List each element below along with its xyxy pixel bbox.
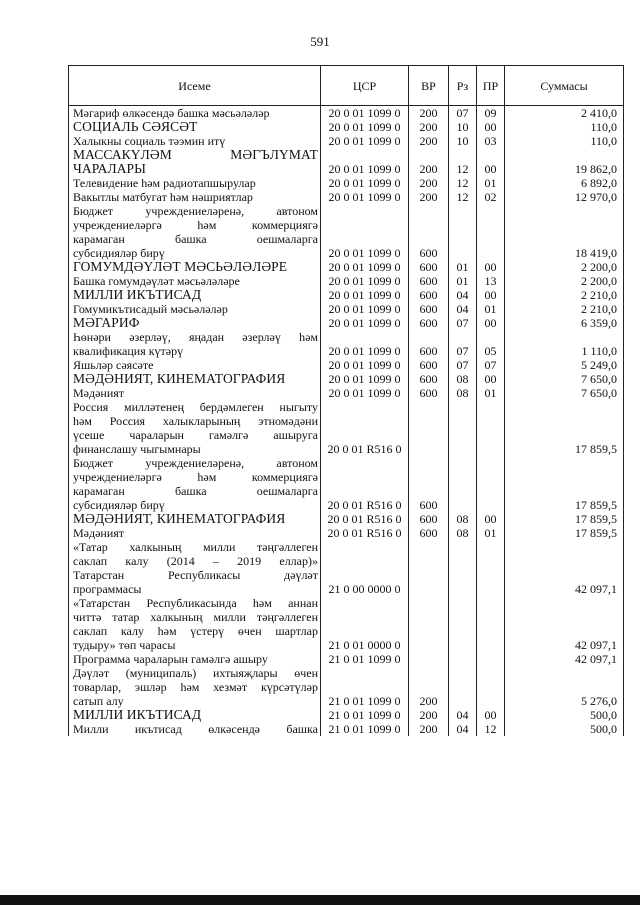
table-row — [69, 652, 624, 666]
cell-csr: 20 0 01 1099 0 — [321, 204, 409, 260]
cell-csr: 20 0 01 1099 0 — [321, 330, 409, 358]
cell-rz: 10 — [449, 134, 477, 148]
cell-csr: 21 0 01 1099 0 — [321, 666, 409, 708]
table-row — [69, 148, 624, 176]
cell-vr: 600 — [409, 526, 449, 540]
cell-rz: 08 — [449, 372, 477, 386]
cell-csr: 20 0 01 1099 0 — [321, 386, 409, 400]
cell-sum: 2 210,0 — [505, 288, 624, 302]
header-sum: Суммасы — [505, 66, 624, 106]
cell-sum: 6 892,0 — [505, 176, 624, 190]
cell-name-line: Мәгариф өлкәсендә башка мәсьәләләр — [73, 106, 270, 120]
cell-name — [69, 526, 321, 540]
table-row — [69, 176, 624, 190]
cell-pr — [477, 204, 505, 260]
cell-rz: 04 — [449, 288, 477, 302]
table-row — [69, 596, 624, 652]
table-row — [69, 302, 624, 316]
cell-pr — [477, 596, 505, 652]
cell-csr: 20 0 01 R516 0 — [321, 512, 409, 526]
cell-csr: 20 0 01 R516 0 — [321, 526, 409, 540]
cell-csr: 20 0 01 1099 0 — [321, 176, 409, 190]
cell-pr: 00 — [477, 316, 505, 330]
cell-pr: 09 — [477, 106, 505, 121]
table-row — [69, 386, 624, 400]
cell-name — [69, 176, 321, 190]
table-body — [69, 106, 624, 737]
cell-rz: 07 — [449, 106, 477, 121]
cell-name — [69, 330, 321, 358]
cell-name-line: МИЛЛИ ИКЪТИСАД — [73, 287, 202, 302]
table-row — [69, 526, 624, 540]
cell-csr: 20 0 01 1099 0 — [321, 288, 409, 302]
cell-sum: 42 097,1 — [505, 652, 624, 666]
header-pr: ПР — [477, 66, 505, 106]
cell-name — [69, 400, 321, 456]
cell-vr: 600 — [409, 358, 449, 372]
table-row — [69, 708, 624, 722]
cell-rz: 12 — [449, 176, 477, 190]
cell-pr: 00 — [477, 372, 505, 386]
cell-name-line: Программа чараларын гамәлгә ашыру — [73, 652, 268, 666]
cell-name-line: Телевидение һәм радиотапшырулар — [73, 176, 256, 190]
cell-pr: 12 — [477, 722, 505, 736]
table-row — [69, 288, 624, 302]
cell-name — [69, 722, 321, 736]
cell-name-line: һәм Россия халыкларының этномәдәни — [73, 414, 318, 428]
cell-vr: 200 — [409, 708, 449, 722]
table-row — [69, 330, 624, 358]
cell-name-line: карамаган башка оешмаларга — [73, 232, 318, 246]
cell-vr: 600 — [409, 512, 449, 526]
cell-rz: 08 — [449, 512, 477, 526]
cell-name — [69, 358, 321, 372]
cell-name-line: Халыкны социаль тәэмин итү — [73, 134, 226, 148]
cell-sum: 17 859,5 — [505, 400, 624, 456]
cell-name — [69, 512, 321, 526]
cell-name-line: Бюджет учреждениеләренә, автоном — [73, 456, 318, 470]
cell-name — [69, 596, 321, 652]
cell-name-line: МӘДӘНИЯТ, КИНЕМАТОГРАФИЯ — [73, 371, 286, 386]
cell-vr: 200 — [409, 722, 449, 736]
cell-csr: 21 0 01 0000 0 — [321, 596, 409, 652]
cell-rz — [449, 666, 477, 708]
cell-sum: 7 650,0 — [505, 386, 624, 400]
cell-rz: 04 — [449, 302, 477, 316]
cell-name-line: «Татарстан Республикасында һәм аннан — [73, 596, 318, 610]
header-vr: ВР — [409, 66, 449, 106]
cell-sum: 2 410,0 — [505, 106, 624, 121]
cell-sum: 18 419,0 — [505, 204, 624, 260]
cell-rz: 01 — [449, 260, 477, 274]
cell-csr: 21 0 01 1099 0 — [321, 708, 409, 722]
cell-name-line: Вакытлы матбугат һәм нәшриятлар — [73, 190, 253, 204]
cell-name-tail: төп чарасы — [115, 638, 176, 652]
cell-name-line: Милли икътисад өлкәсендә башка — [73, 722, 318, 736]
scan-bottom-edge — [0, 895, 640, 905]
cell-name-line: финанслашу чыгымнары — [73, 442, 201, 456]
cell-pr — [477, 400, 505, 456]
cell-sum: 17 859,5 — [505, 456, 624, 512]
cell-name-line: Башка гомумдәүләт мәсьәләләре — [73, 274, 240, 288]
cell-name-line: Россия милләтенең бердәмлеген ныгыту — [73, 400, 318, 414]
cell-name — [69, 274, 321, 288]
cell-rz — [449, 204, 477, 260]
cell-name-line: квалификация күтәрү — [73, 344, 184, 358]
cell-name-line: саклап калу һәм үстерү өчен шартлар — [73, 624, 318, 638]
cell-name — [69, 190, 321, 204]
cell-csr: 20 0 01 1099 0 — [321, 302, 409, 316]
cell-name-line: сатып алу — [73, 694, 124, 708]
cell-name-line: Бюджет учреждениеләренә, автоном — [73, 204, 318, 218]
cell-name — [69, 302, 321, 316]
cell-name-line: учреждениеләргә һәм коммерциягә — [73, 470, 318, 484]
cell-name-line: товарлар, эшләр һәм хезмәт күрсәтүләр — [73, 680, 318, 694]
table-row — [69, 134, 624, 148]
cell-sum: 17 859,5 — [505, 512, 624, 526]
cell-pr — [477, 540, 505, 596]
cell-vr: 600 — [409, 456, 449, 512]
cell-csr: 21 0 01 1099 0 — [321, 652, 409, 666]
cell-name-line-wrap — [73, 638, 318, 652]
cell-sum: 110,0 — [505, 120, 624, 134]
cell-vr: 200 — [409, 190, 449, 204]
cell-csr: 20 0 01 1099 0 — [321, 316, 409, 330]
cell-csr: 20 0 01 1099 0 — [321, 148, 409, 176]
table-row — [69, 666, 624, 708]
table-row — [69, 204, 624, 260]
cell-pr: 01 — [477, 526, 505, 540]
cell-rz: 12 — [449, 148, 477, 176]
cell-sum: 2 210,0 — [505, 302, 624, 316]
cell-name-line: «Татар халкының милли тәңгәллеген — [73, 540, 318, 554]
cell-vr: 200 — [409, 148, 449, 176]
cell-rz — [449, 596, 477, 652]
table-row — [69, 260, 624, 274]
cell-pr: 01 — [477, 302, 505, 316]
cell-name-line: субсидияләр бирү — [73, 498, 165, 512]
table-row — [69, 722, 624, 736]
cell-sum: 110,0 — [505, 134, 624, 148]
cell-vr: 600 — [409, 330, 449, 358]
cell-name-line: ЧАРАЛАРЫ — [73, 161, 147, 176]
cell-rz: 07 — [449, 330, 477, 358]
cell-sum: 500,0 — [505, 722, 624, 736]
cell-name-line: ГОМУМДӘҮЛӘТ МӘСЬӘЛӘЛӘРЕ — [73, 259, 288, 274]
cell-pr: 00 — [477, 708, 505, 722]
cell-pr: 00 — [477, 512, 505, 526]
table-row — [69, 372, 624, 386]
table-row — [69, 190, 624, 204]
cell-pr: 13 — [477, 274, 505, 288]
cell-rz: 08 — [449, 386, 477, 400]
cell-vr: 600 — [409, 302, 449, 316]
cell-name — [69, 106, 321, 121]
cell-name — [69, 260, 321, 274]
cell-name — [69, 204, 321, 260]
cell-sum: 42 097,1 — [505, 540, 624, 596]
table-row — [69, 456, 624, 512]
cell-csr: 20 0 01 R516 0 — [321, 400, 409, 456]
cell-sum: 1 110,0 — [505, 330, 624, 358]
cell-name-line: Дәүләт (муниципаль) ихтыяҗлары өчен — [73, 666, 318, 680]
cell-pr: 05 — [477, 330, 505, 358]
cell-csr: 20 0 01 1099 0 — [321, 134, 409, 148]
cell-vr: 600 — [409, 386, 449, 400]
cell-vr: 200 — [409, 176, 449, 190]
cell-name — [69, 652, 321, 666]
cell-name-line: Мәдәният — [73, 526, 125, 540]
cell-vr: 600 — [409, 204, 449, 260]
cell-name — [69, 708, 321, 722]
cell-name — [69, 148, 321, 176]
cell-sum: 500,0 — [505, 708, 624, 722]
cell-sum: 5 276,0 — [505, 666, 624, 708]
cell-sum: 19 862,0 — [505, 148, 624, 176]
cell-vr — [409, 540, 449, 596]
cell-rz — [449, 540, 477, 596]
cell-rz: 04 — [449, 722, 477, 736]
cell-sum: 17 859,5 — [505, 526, 624, 540]
header-name: Исеме — [69, 66, 321, 106]
cell-pr: 01 — [477, 176, 505, 190]
cell-pr: 02 — [477, 190, 505, 204]
cell-sum: 5 249,0 — [505, 358, 624, 372]
table-row — [69, 540, 624, 596]
cell-name-line: читтә татар халкының милли тәңгәллеген — [73, 610, 318, 624]
cell-name — [69, 372, 321, 386]
cell-vr: 200 — [409, 120, 449, 134]
cell-csr: 20 0 01 1099 0 — [321, 190, 409, 204]
cell-name-line: Гомумикътисадый мәсьәләләр — [73, 302, 228, 316]
cell-name-line: карамаган башка оешмаларга — [73, 484, 318, 498]
cell-name-line: Татарстан Республикасы дәүләт — [73, 568, 318, 582]
cell-vr: 200 — [409, 134, 449, 148]
cell-pr: 07 — [477, 358, 505, 372]
cell-rz: 10 — [449, 120, 477, 134]
cell-vr: 600 — [409, 372, 449, 386]
cell-pr — [477, 456, 505, 512]
cell-csr: 20 0 01 1099 0 — [321, 274, 409, 288]
cell-vr: 600 — [409, 288, 449, 302]
cell-name — [69, 386, 321, 400]
cell-name — [69, 666, 321, 708]
cell-sum: 12 970,0 — [505, 190, 624, 204]
cell-name-line: үсеше чараларын гамәлгә ашыруга — [73, 428, 318, 442]
cell-rz: 07 — [449, 316, 477, 330]
cell-vr — [409, 596, 449, 652]
cell-name-line: МӘДӘНИЯТ, КИНЕМАТОГРАФИЯ — [73, 511, 286, 526]
cell-name — [69, 456, 321, 512]
cell-pr: 03 — [477, 134, 505, 148]
cell-rz: 01 — [449, 274, 477, 288]
cell-vr: 600 — [409, 274, 449, 288]
cell-name-line: программасы — [73, 582, 142, 596]
cell-pr: 00 — [477, 260, 505, 274]
cell-vr: 200 — [409, 106, 449, 121]
cell-name-line: саклап калу (2014 – 2019 еллар)» — [73, 554, 318, 568]
cell-name-line: субсидияләр бирү — [73, 246, 165, 260]
table-row — [69, 512, 624, 526]
cell-vr — [409, 400, 449, 456]
cell-name — [69, 134, 321, 148]
cell-pr — [477, 652, 505, 666]
cell-name — [69, 540, 321, 596]
cell-vr: 600 — [409, 316, 449, 330]
cell-csr: 20 0 01 1099 0 — [321, 372, 409, 386]
cell-name-line: тудыру» — [73, 638, 116, 652]
cell-name-line: МӘГАРИФ — [73, 315, 140, 330]
table-header-row — [69, 66, 624, 106]
cell-rz — [449, 652, 477, 666]
cell-name — [69, 120, 321, 134]
cell-vr: 200 — [409, 666, 449, 708]
cell-csr: 21 0 01 1099 0 — [321, 722, 409, 736]
cell-pr: 00 — [477, 148, 505, 176]
cell-rz: 07 — [449, 358, 477, 372]
cell-sum: 7 650,0 — [505, 372, 624, 386]
cell-pr — [477, 666, 505, 708]
cell-sum: 42 097,1 — [505, 596, 624, 652]
cell-pr: 01 — [477, 386, 505, 400]
cell-name-line: МИЛЛИ ИКЪТИСАД — [73, 707, 202, 722]
cell-rz: 12 — [449, 190, 477, 204]
cell-csr: 20 0 01 R516 0 — [321, 456, 409, 512]
cell-pr: 00 — [477, 288, 505, 302]
table-row — [69, 316, 624, 330]
table-row — [69, 400, 624, 456]
cell-name-line: Мәдәният — [73, 386, 125, 400]
cell-name — [69, 316, 321, 330]
cell-csr: 21 0 00 0000 0 — [321, 540, 409, 596]
cell-csr: 20 0 01 1099 0 — [321, 358, 409, 372]
cell-name-line: МАССАКҮЛӘМ МӘГЪЛҮМАТ — [73, 147, 318, 162]
cell-sum: 2 200,0 — [505, 274, 624, 288]
table-row — [69, 358, 624, 372]
cell-rz — [449, 456, 477, 512]
cell-csr: 20 0 01 1099 0 — [321, 106, 409, 121]
cell-name-line: учреждениеләргә һәм коммерциягә — [73, 218, 318, 232]
cell-pr: 00 — [477, 120, 505, 134]
table-row — [69, 274, 624, 288]
cell-rz: 04 — [449, 708, 477, 722]
header-csr: ЦСР — [321, 66, 409, 106]
cell-rz: 08 — [449, 526, 477, 540]
table-row — [69, 120, 624, 134]
page-number: 591 — [310, 34, 330, 49]
table-row — [69, 106, 624, 121]
cell-vr: 600 — [409, 260, 449, 274]
budget-table — [68, 65, 624, 736]
cell-sum: 6 359,0 — [505, 316, 624, 330]
cell-name-line: СОЦИАЛЬ СӘЯСӘТ — [73, 119, 198, 134]
cell-name-line: Яшьләр сәясәте — [73, 358, 154, 372]
cell-sum: 2 200,0 — [505, 260, 624, 274]
header-rz: Рз — [449, 66, 477, 106]
cell-csr: 20 0 01 1099 0 — [321, 260, 409, 274]
cell-name-line: Һөнәри әзерләү, яңадан әзерләү һәм — [73, 330, 318, 344]
cell-vr — [409, 652, 449, 666]
cell-csr: 20 0 01 1099 0 — [321, 120, 409, 134]
cell-rz — [449, 400, 477, 456]
cell-name — [69, 288, 321, 302]
